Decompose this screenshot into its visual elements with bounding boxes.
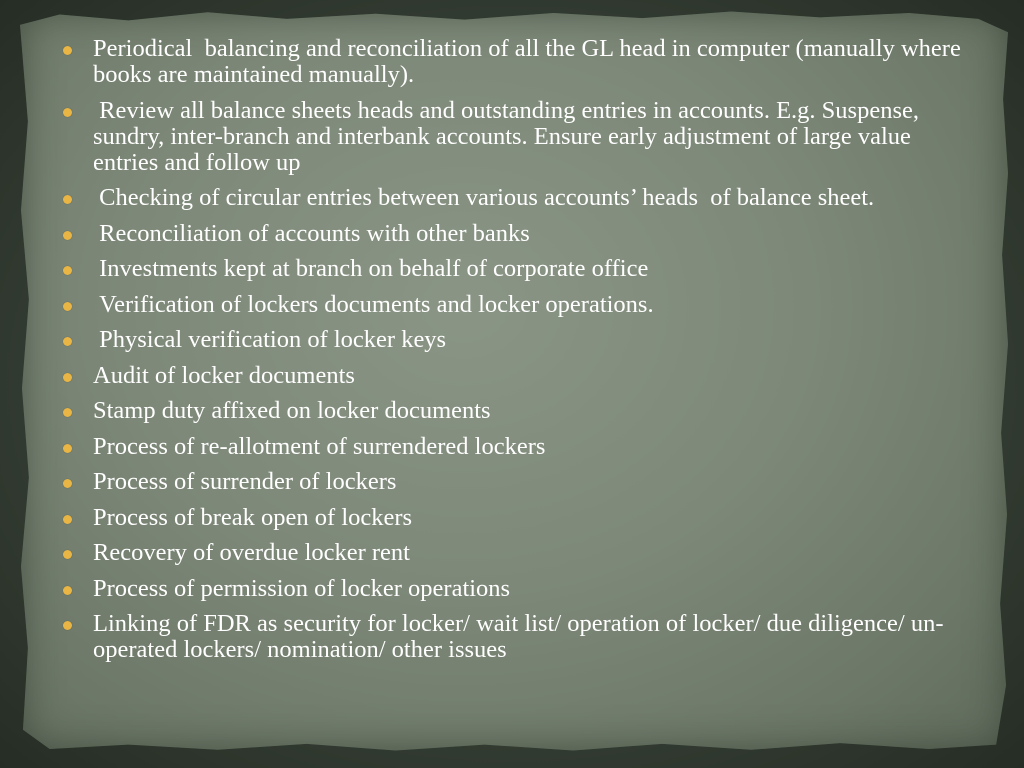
list-item-text: Process of surrender of lockers — [93, 468, 397, 495]
bullet-icon — [63, 266, 72, 275]
list-item — [60, 576, 970, 602]
bullet-icon — [63, 586, 72, 595]
list-item-text: Checking of circular entries between various accounts’ heads of balance sheet. — [93, 184, 875, 211]
list-item-text: Stamp duty affixed on locker documents — [93, 397, 491, 424]
list-item-text: Physical verification of locker keys — [93, 326, 447, 353]
bullet-icon — [63, 373, 72, 382]
bullet-icon — [63, 195, 72, 204]
list-item — [60, 540, 970, 566]
list-item — [60, 221, 970, 247]
list-item-text: Investments kept at branch on behalf of corporate office — [93, 255, 649, 282]
list-item-text: Periodical balancing and reconciliation of all the GL head in computer (manually where books are maintained manually). — [93, 35, 967, 88]
list-item-text: Process of permission of locker operations — [93, 574, 511, 602]
bullet-icon — [63, 108, 72, 117]
list-item — [60, 434, 970, 460]
bullet-icon — [63, 46, 72, 55]
list-item-text: Process of re-allotment of surrendered lockers — [93, 432, 546, 460]
list-item-text: Audit of locker documents — [93, 361, 355, 389]
list-item — [60, 611, 970, 663]
list-item — [60, 505, 970, 531]
list-item — [60, 185, 970, 211]
bullet-icon — [63, 408, 72, 417]
list-item-text: Process of break open of lockers — [93, 503, 413, 531]
bullet-icon — [63, 302, 72, 311]
list-item — [60, 327, 970, 353]
list-item — [60, 36, 970, 88]
list-item-text: Review all balance sheets heads and outstanding entries in accounts. E.g. Suspense, sundry, inter-branch and interbank accounts. Ensure early adjustment of large value entries and follow up — [93, 96, 926, 176]
list-item-text: Verification of lockers documents and locker operations. — [93, 290, 654, 318]
bullet-icon — [63, 515, 72, 524]
bullet-icon — [63, 231, 72, 240]
bullet-icon — [63, 550, 72, 559]
list-item-text: Recovery of overdue locker rent — [93, 539, 410, 566]
list-item — [60, 256, 970, 282]
bullet-icon — [63, 444, 72, 453]
list-item — [60, 98, 970, 176]
slide-content — [60, 36, 970, 673]
list-item — [60, 292, 970, 318]
list-item — [60, 469, 970, 495]
list-item — [60, 398, 970, 424]
bullet-icon — [63, 337, 72, 346]
list-item-text: Reconciliation of accounts with other banks — [93, 219, 530, 247]
bullet-list — [60, 36, 970, 663]
bullet-icon — [63, 479, 72, 488]
list-item — [60, 363, 970, 389]
bullet-icon — [63, 621, 72, 630]
list-item-text: Linking of FDR as security for locker/ wait list/ operation of locker/ due diligence/ un-operated lockers/ nomination/ other issues — [93, 610, 944, 663]
